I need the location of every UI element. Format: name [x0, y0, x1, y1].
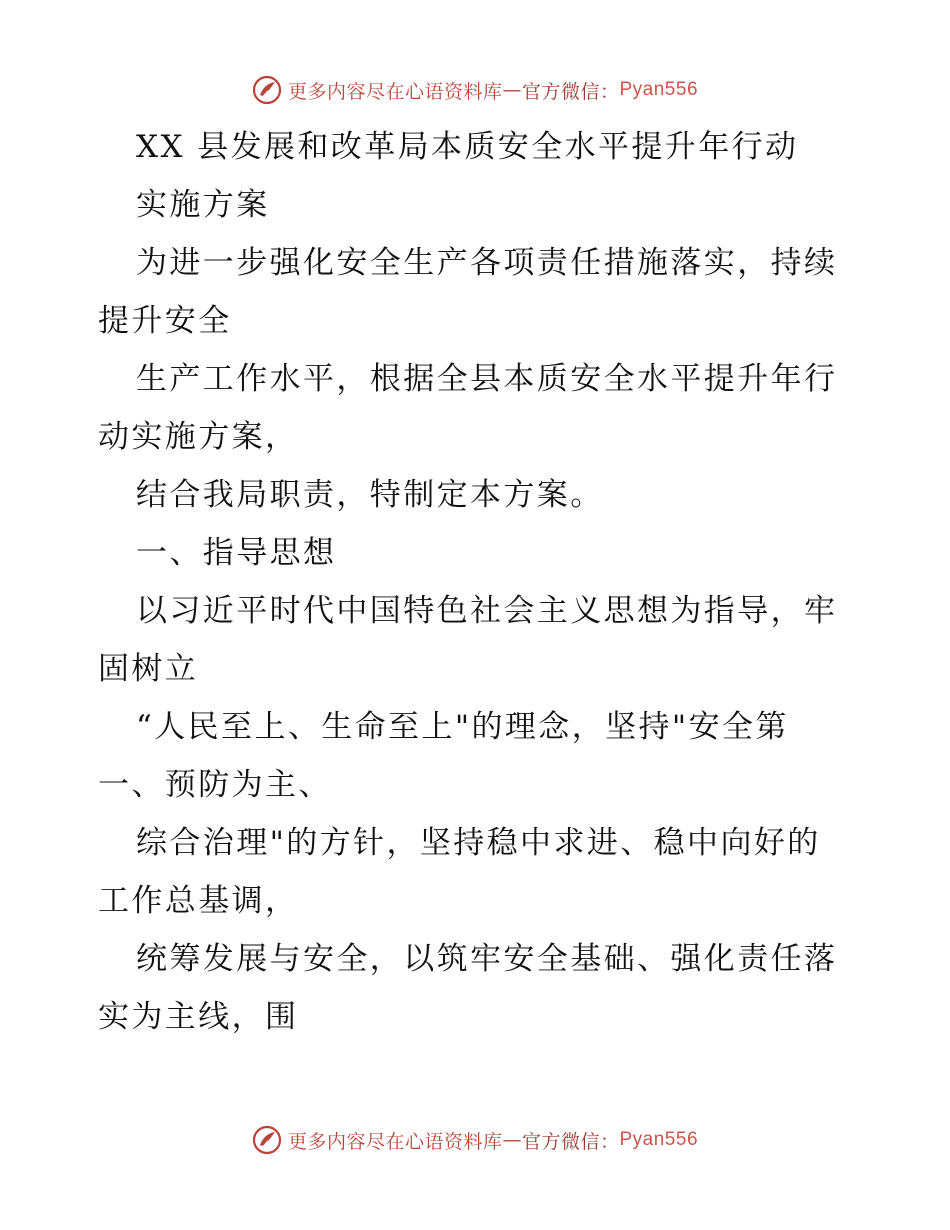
document-body — [98, 118, 858, 1046]
watermark-wechat-id: Pyan556 — [619, 79, 699, 100]
doc-line: “人民至上、生命至上"的理念，坚持"安全第 — [136, 709, 789, 745]
doc-line: 一、预防为主、 — [98, 767, 332, 803]
logo-icon — [252, 75, 282, 105]
doc-line: 统筹发展与安全，以筑牢安全基础、强化责任落 — [136, 941, 838, 977]
doc-line: 生产工作水平，根据全县本质安全水平提升年行 — [136, 361, 838, 397]
watermark-official-label: 官方微信： — [521, 1130, 620, 1153]
doc-line: 固树立 — [98, 651, 199, 687]
doc-line: 一、指导思想 — [136, 535, 337, 571]
watermark-wechat-id: Pyan556 — [619, 1129, 699, 1150]
doc-line: 实为主线，围 — [98, 999, 299, 1035]
logo-icon — [252, 1125, 282, 1155]
watermark-footer — [0, 1120, 950, 1160]
watermark-separator: — — [502, 79, 522, 101]
doc-line: 结合我局职责，特制定本方案。 — [136, 477, 604, 513]
watermark-site-text: 更多内容尽在心语资料库 — [287, 1130, 503, 1153]
doc-line: 综合治理"的方针，坚持稳中求进、稳中向好的 — [136, 825, 821, 861]
doc-line: 工作总基调， — [98, 883, 299, 919]
watermark-site-text: 更多内容尽在心语资料库 — [287, 80, 503, 103]
doc-line: 实施方案 — [136, 187, 270, 223]
doc-line: XX 县发展和改革局本质安全水平提升年行动 — [136, 129, 799, 165]
doc-line: 提升安全 — [98, 303, 232, 339]
watermark-official-label: 官方微信： — [521, 80, 620, 103]
doc-line: 为进一步强化安全生产各项责任措施落实，持续 — [136, 245, 838, 281]
doc-line: 动实施方案， — [98, 419, 299, 455]
watermark-separator: — — [502, 1129, 522, 1151]
doc-line: 以习近平时代中国特色社会主义思想为指导，牢 — [136, 593, 838, 629]
watermark-header — [0, 70, 950, 110]
